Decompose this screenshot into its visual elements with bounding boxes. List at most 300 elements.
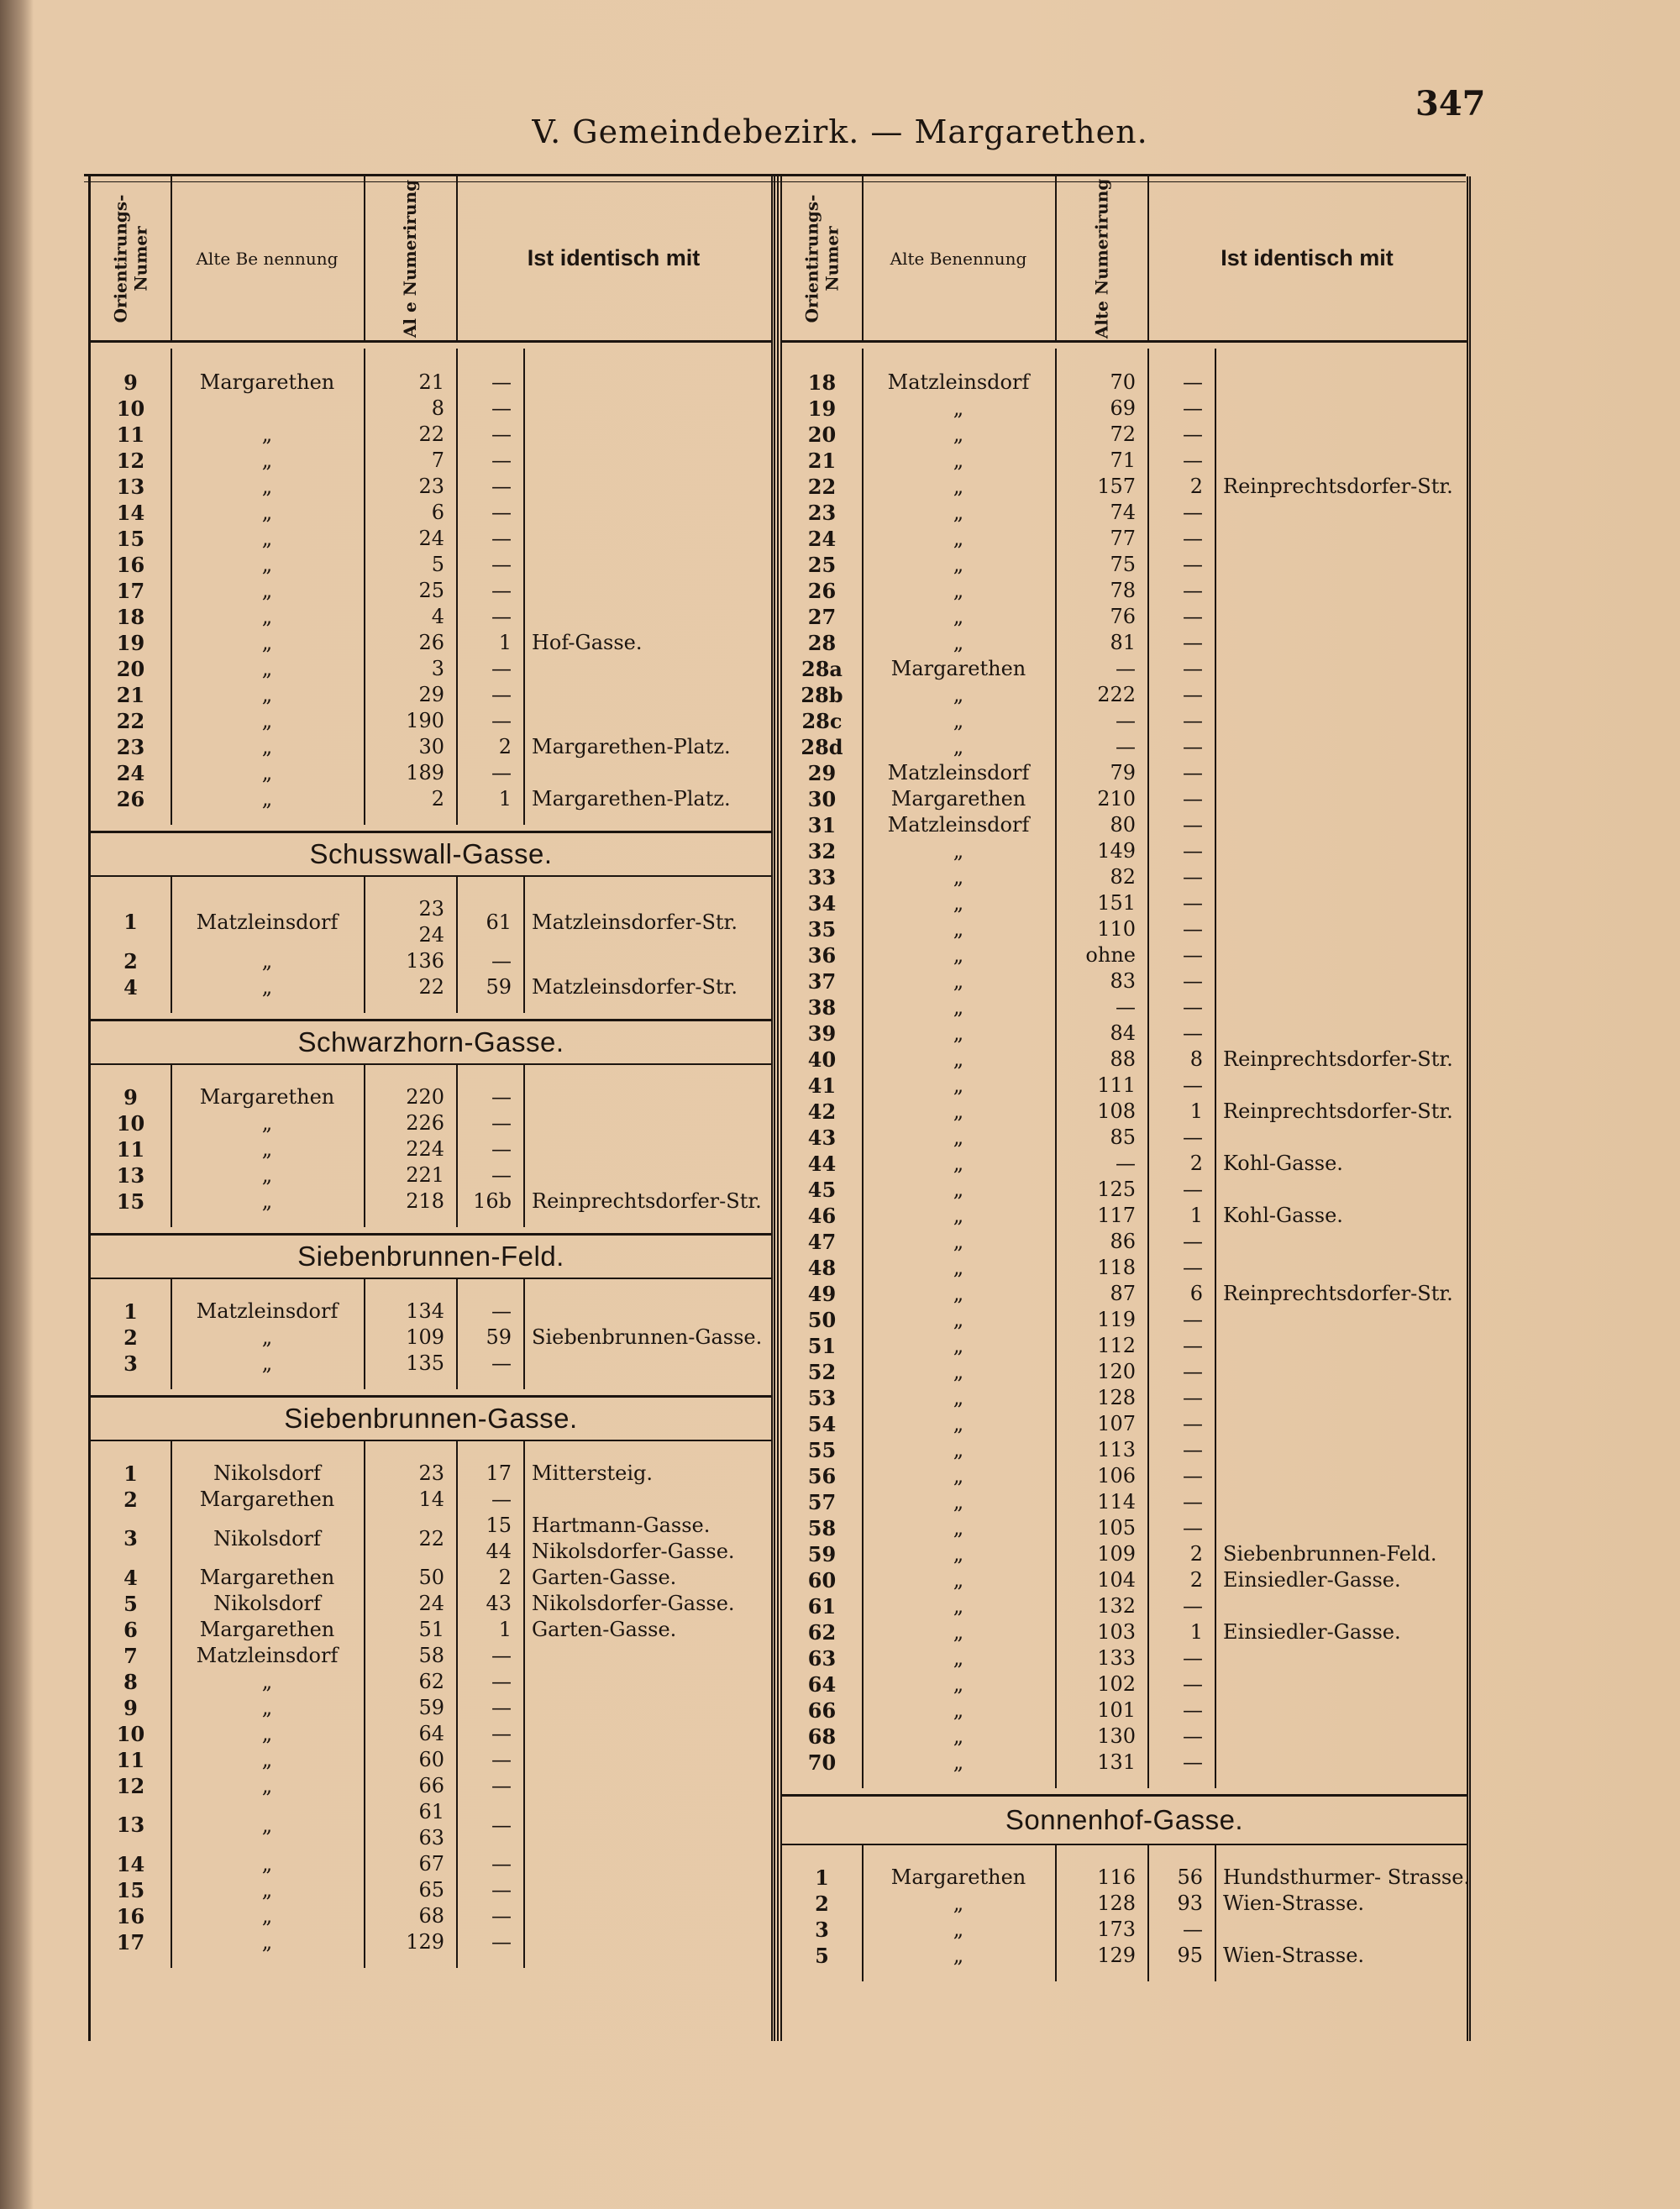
cell-name: Margarethen <box>890 1865 1026 1889</box>
cell-ref: — <box>1183 1230 1203 1253</box>
cell-alt: 66 <box>418 1774 444 1797</box>
cell-num: 3 <box>123 1351 138 1376</box>
cell-ref: — <box>491 1878 512 1902</box>
cell-ref: 1 <box>498 787 512 811</box>
cell-ref: — <box>1183 735 1203 758</box>
table-row <box>91 1188 771 1215</box>
column-divider <box>364 1063 365 1227</box>
cell-name: „ <box>953 1099 964 1123</box>
cell-name: „ <box>953 1750 964 1774</box>
table-row <box>782 370 1467 396</box>
table-row <box>782 760 1467 786</box>
cell-name: „ <box>953 1672 964 1696</box>
cell-num: 17 <box>116 579 145 603</box>
cell-alt: 77 <box>1110 527 1136 550</box>
cell-str: Reinprechtsdorfer-Str. <box>1223 1047 1453 1071</box>
cell-num: 53 <box>807 1386 837 1410</box>
table-row <box>91 396 771 422</box>
column-divider <box>171 875 172 1013</box>
cell-ref: — <box>1183 553 1203 576</box>
column-divider <box>456 875 458 1013</box>
table-row <box>91 1617 771 1643</box>
cell-alt: 25 <box>418 579 444 602</box>
cell-alt: 106 <box>1097 1464 1136 1488</box>
book-spine-shadow <box>0 0 34 2209</box>
cell-ref: — <box>491 1748 512 1771</box>
cell-ref: — <box>1183 1750 1203 1774</box>
cell-name: „ <box>953 1646 964 1670</box>
cell-num: 13 <box>116 475 145 499</box>
cell-alt: 130 <box>1097 1724 1136 1748</box>
table-row <box>782 864 1467 890</box>
cell-num: 10 <box>116 1722 145 1746</box>
table-row <box>782 1865 1471 1891</box>
cell-alt: 21 <box>418 370 444 394</box>
cell-num: 28c <box>801 709 843 733</box>
cell-alt: 226 <box>406 1111 444 1135</box>
cell-name: „ <box>261 449 273 472</box>
cell-ref: — <box>1183 787 1203 811</box>
cell-name: „ <box>953 1152 964 1175</box>
cell-alt: 65 <box>418 1878 444 1902</box>
table-row <box>91 1669 771 1695</box>
column-divider <box>862 1844 864 1981</box>
table-row <box>782 630 1467 656</box>
cell-name: „ <box>953 1594 964 1618</box>
table-row <box>91 1695 771 1721</box>
cell-alt: 210 <box>1097 787 1136 811</box>
table-row <box>91 552 771 578</box>
table-row <box>91 1721 771 1747</box>
cell-name: „ <box>261 631 273 654</box>
column-divider <box>364 1278 365 1389</box>
table-row <box>782 1021 1467 1047</box>
cell-num: 43 <box>807 1125 837 1150</box>
cell-ref: — <box>1183 1360 1203 1383</box>
cell-str: Garten-Gasse. <box>532 1566 677 1589</box>
cell-alt: 72 <box>1110 422 1136 446</box>
table-row <box>782 1567 1467 1593</box>
cell-num: 3 <box>123 1526 138 1550</box>
cell-alt: 83 <box>1110 969 1136 993</box>
cell-name: „ <box>953 1230 964 1253</box>
cell-name: „ <box>953 631 964 654</box>
cell-alt: 85 <box>1110 1125 1136 1149</box>
cell-alt: 222 <box>1097 683 1136 706</box>
cell-num: 3 <box>815 1918 829 1942</box>
cell-alt: 110 <box>1097 917 1136 941</box>
cell-alt: 111 <box>1097 1073 1136 1097</box>
cell-name: „ <box>953 891 964 915</box>
cell-str: Reinprechtsdorfer-Str. <box>1223 1282 1453 1305</box>
column-divider <box>862 176 864 340</box>
cell-name: „ <box>261 1813 273 1837</box>
cell-num: 2 <box>123 1488 138 1512</box>
cell-alt: 109 <box>406 1325 444 1349</box>
cell-ref: — <box>1183 1516 1203 1540</box>
cell-alt: — <box>1116 657 1136 680</box>
cell-alt: — <box>1116 1152 1136 1175</box>
cell-name: „ <box>261 683 273 706</box>
table-row <box>91 1513 771 1565</box>
column-divider <box>523 349 525 825</box>
cell-ref: — <box>1183 1256 1203 1279</box>
cell-alt: 112 <box>1097 1334 1136 1357</box>
cell-ref: — <box>491 683 512 706</box>
cell-alt: 86 <box>1110 1230 1136 1253</box>
column-divider <box>523 875 525 1013</box>
cell-name: „ <box>953 1204 964 1227</box>
cell-num: 18 <box>807 370 837 395</box>
cell-ref: — <box>1183 1672 1203 1696</box>
cell-ref: — <box>491 396 512 420</box>
cell-num: 54 <box>807 1412 837 1436</box>
cell-name: „ <box>953 1490 964 1514</box>
cell-alt: 117 <box>1097 1204 1136 1227</box>
cell-num: 6 <box>123 1618 138 1642</box>
cell-name: Margarethen <box>199 370 335 394</box>
cell-name: Margarethen <box>199 1566 335 1589</box>
left-table <box>88 176 775 2041</box>
cell-ref: — <box>1183 1386 1203 1409</box>
cell-name: „ <box>261 1930 273 1954</box>
table-row <box>782 578 1467 604</box>
table-row <box>91 1084 771 1110</box>
cell-alt: 68 <box>418 1904 444 1928</box>
cell-name: „ <box>953 579 964 602</box>
cell-name: „ <box>953 1464 964 1488</box>
column-divider <box>1055 349 1057 1788</box>
cell-alt: — <box>1116 735 1136 758</box>
cell-ref: — <box>491 1163 512 1187</box>
cell-alt: 134 <box>406 1299 444 1323</box>
cell-str: Matzleinsdorfer-Str. <box>532 910 738 934</box>
table-row <box>782 1697 1467 1724</box>
section-title: Schwarzhorn-Gasse. <box>91 1019 771 1065</box>
cell-alt: ohne <box>1085 943 1136 967</box>
cell-alt: 218 <box>406 1189 444 1213</box>
table-row <box>782 1229 1467 1255</box>
table-row <box>782 1943 1467 1969</box>
column-divider <box>1147 349 1149 1788</box>
table-row <box>91 1877 771 1903</box>
section-title: Siebenbrunnen-Feld. <box>91 1233 771 1279</box>
cell-num: 2 <box>123 949 138 973</box>
cell-ref: 1 <box>498 631 512 654</box>
table-row <box>782 1750 1467 1776</box>
table-row <box>782 500 1467 526</box>
alte-numerirung-column-header: Alte Numerirung <box>1091 178 1111 338</box>
cell-name: Margarethen <box>199 1618 335 1641</box>
cell-num: 52 <box>807 1360 837 1384</box>
cell-ref: — <box>491 1670 512 1693</box>
cell-alt: 76 <box>1110 605 1136 628</box>
cell-num: 4 <box>123 1566 138 1590</box>
cell-alt: 67 <box>418 1852 444 1876</box>
table-row <box>91 1299 771 1325</box>
cell-str: Garten-Gasse. <box>532 1618 677 1641</box>
cell-ref: — <box>1183 370 1203 394</box>
cell-num: 22 <box>807 475 837 499</box>
cell-num: 36 <box>807 943 837 968</box>
cell-alt: 14 <box>418 1488 444 1511</box>
cell-name: „ <box>261 1774 273 1797</box>
cell-name: „ <box>261 787 273 811</box>
cell-alt: 61 63 <box>418 1800 444 1850</box>
cell-name: „ <box>953 1073 964 1097</box>
cell-num: 59 <box>807 1542 837 1566</box>
cell-ref: 8 <box>1189 1047 1203 1071</box>
cell-str: Matzleinsdorfer-Str. <box>532 975 738 999</box>
cell-alt: 190 <box>406 709 444 732</box>
cell-num: 38 <box>807 995 837 1020</box>
cell-name: Matzleinsdorf <box>196 1644 339 1667</box>
cell-alt: — <box>1116 995 1136 1019</box>
cell-alt: 116 <box>1097 1865 1136 1889</box>
cell-num: 11 <box>116 1137 145 1162</box>
column-divider <box>364 875 365 1013</box>
cell-name: „ <box>261 1351 273 1375</box>
table-row <box>782 1411 1467 1437</box>
cell-alt: 173 <box>1097 1918 1136 1941</box>
cell-alt: 71 <box>1110 449 1136 472</box>
alte-numerirung-column-header: Al e Numerirung <box>400 179 420 338</box>
cell-ref: — <box>1183 422 1203 446</box>
table-row <box>91 500 771 526</box>
cell-num: 13 <box>116 1813 145 1837</box>
column-divider <box>456 1278 458 1389</box>
cell-num: 48 <box>807 1256 837 1280</box>
cell-alt: 2 <box>431 787 444 811</box>
identisch-column-header: Ist identisch mit <box>527 245 701 270</box>
column-divider <box>1147 1844 1149 1981</box>
cell-name: Margarethen <box>199 1488 335 1511</box>
cell-num: 1 <box>123 910 138 934</box>
cell-ref: — <box>1183 1125 1203 1149</box>
cell-num: 45 <box>807 1178 837 1202</box>
cell-num: 50 <box>807 1308 837 1332</box>
cell-name: „ <box>261 1163 273 1187</box>
cell-alt: 84 <box>1110 1021 1136 1045</box>
table-row <box>782 1281 1467 1307</box>
table-row <box>782 786 1467 812</box>
cell-alt: 23 <box>418 475 444 498</box>
table-row <box>91 1591 771 1617</box>
cell-alt: 51 <box>418 1618 444 1641</box>
cell-alt: 107 <box>1097 1412 1136 1435</box>
column-divider <box>523 1440 525 1968</box>
cell-num: 37 <box>807 969 837 994</box>
cell-name: „ <box>953 1386 964 1409</box>
table-row <box>91 604 771 630</box>
cell-num: 49 <box>807 1282 837 1306</box>
cell-num: 24 <box>807 527 837 551</box>
table-row <box>91 1929 771 1955</box>
cell-num: 5 <box>123 1592 138 1616</box>
cell-alt: 109 <box>1097 1542 1136 1566</box>
cell-name: „ <box>953 1620 964 1644</box>
cell-alt: 129 <box>1097 1944 1136 1967</box>
cell-ref: — <box>491 1852 512 1876</box>
cell-alt: 74 <box>1110 501 1136 524</box>
table-row <box>91 370 771 396</box>
cell-ref: — <box>1183 1646 1203 1670</box>
cell-num: 46 <box>807 1204 837 1228</box>
cell-alt: 22 <box>418 1527 444 1550</box>
cell-ref: 1 <box>1189 1204 1203 1227</box>
column-divider <box>523 1063 525 1227</box>
column-divider <box>171 176 172 340</box>
cell-str: Kohl-Gasse. <box>1223 1152 1343 1175</box>
cell-alt: 8 <box>431 396 444 420</box>
cell-str: Hof-Gasse. <box>532 631 643 654</box>
cell-num: 9 <box>123 370 138 395</box>
cell-ref: — <box>1183 527 1203 550</box>
table-row <box>782 1073 1467 1099</box>
table-row <box>782 1359 1467 1385</box>
cell-alt: 128 <box>1097 1386 1136 1409</box>
cell-alt: 58 <box>418 1644 444 1667</box>
cell-ref: — <box>1183 1308 1203 1331</box>
cell-name: „ <box>953 422 964 446</box>
cell-num: 15 <box>116 1189 145 1214</box>
page-header: V. Gemeindebezirk. — Margarethen. <box>532 113 1148 150</box>
cell-num: 35 <box>807 917 837 942</box>
cell-name: „ <box>261 1852 273 1876</box>
cell-ref: — <box>491 1299 512 1323</box>
table-row <box>782 448 1467 474</box>
table-row <box>782 604 1467 630</box>
cell-num: 23 <box>807 501 837 525</box>
column-divider <box>171 349 172 825</box>
cell-ref: 2 <box>1189 475 1203 498</box>
table-row <box>91 1136 771 1162</box>
cell-num: 70 <box>807 1750 837 1775</box>
table-row <box>782 1541 1467 1567</box>
cell-alt: 104 <box>1097 1568 1136 1592</box>
cell-str: Reinprechtsdorfer-Str. <box>1223 475 1453 498</box>
cell-alt: 128 <box>1097 1892 1136 1915</box>
cell-ref: — <box>1183 1490 1203 1514</box>
table-row <box>782 1515 1467 1541</box>
table-row <box>91 1162 771 1188</box>
cell-ref: — <box>1183 1918 1203 1941</box>
cell-name: Nikolsdorf <box>213 1527 321 1550</box>
table-row <box>782 396 1467 422</box>
table-row <box>782 1177 1467 1203</box>
cell-name: „ <box>261 735 273 758</box>
cell-str: Margarethen-Platz. <box>532 787 731 811</box>
table-row <box>782 1255 1467 1281</box>
cell-name: „ <box>953 1568 964 1592</box>
table-row <box>782 916 1467 942</box>
cell-ref: 6 <box>1189 1282 1203 1305</box>
cell-alt: 26 <box>418 631 444 654</box>
cell-num: 27 <box>807 605 837 629</box>
cell-num: 21 <box>116 683 145 707</box>
cell-alt: 136 <box>406 949 444 973</box>
cell-num: 32 <box>807 839 837 863</box>
table-row <box>782 1917 1467 1943</box>
cell-name: „ <box>953 865 964 889</box>
cell-name: „ <box>953 1944 964 1967</box>
cell-num: 25 <box>807 553 837 577</box>
table-row <box>782 838 1467 864</box>
cell-alt: 151 <box>1097 891 1136 915</box>
cell-name: Nikolsdorf <box>213 1461 321 1485</box>
cell-ref: 17 <box>486 1461 512 1485</box>
cell-alt: 101 <box>1097 1698 1136 1722</box>
table-row <box>782 1437 1467 1463</box>
cell-num: 42 <box>807 1099 837 1124</box>
cell-ref: — <box>1183 1698 1203 1722</box>
cell-ref: 15 44 <box>486 1514 512 1563</box>
cell-alt: 81 <box>1110 631 1136 654</box>
cell-name: „ <box>261 975 273 999</box>
cell-alt: 131 <box>1097 1750 1136 1774</box>
cell-num: 57 <box>807 1490 837 1514</box>
cell-num: 60 <box>807 1568 837 1592</box>
cell-ref: 93 <box>1177 1892 1203 1915</box>
cell-name: „ <box>953 527 964 550</box>
cell-alt: 23 24 <box>418 897 444 947</box>
cell-name: „ <box>261 579 273 602</box>
cell-name: „ <box>261 1904 273 1928</box>
cell-alt: 23 <box>418 1461 444 1485</box>
table-row <box>782 1489 1467 1515</box>
cell-alt: 129 <box>406 1930 444 1954</box>
cell-ref: 43 <box>486 1592 512 1615</box>
table-row <box>782 1125 1467 1151</box>
column-divider <box>456 1063 458 1227</box>
cell-num: 7 <box>123 1644 138 1668</box>
cell-num: 12 <box>116 449 145 473</box>
cell-num: 63 <box>807 1646 837 1671</box>
table-row <box>782 1047 1467 1073</box>
cell-str: Hundsthurmer- Strasse. <box>1223 1865 1471 1889</box>
table-row <box>782 1645 1467 1671</box>
section-title: Sonnenhof-Gasse. <box>782 1794 1467 1845</box>
cell-num: 16 <box>116 1904 145 1928</box>
cell-ref: — <box>1183 813 1203 837</box>
table-row <box>782 1203 1467 1229</box>
cell-num: 47 <box>807 1230 837 1254</box>
right-table <box>777 176 1471 2041</box>
column-divider <box>456 176 458 340</box>
cell-num: 66 <box>807 1698 837 1723</box>
cell-name: Matzleinsdorf <box>887 813 1030 837</box>
cell-ref: — <box>491 1696 512 1719</box>
cell-ref: — <box>491 949 512 973</box>
cell-name: Margarethen <box>890 657 1026 680</box>
cell-ref: 16b <box>473 1189 512 1213</box>
cell-ref: — <box>491 449 512 472</box>
cell-alt: 3 <box>431 657 444 680</box>
cell-name: „ <box>953 1438 964 1461</box>
cell-alt: 120 <box>1097 1360 1136 1383</box>
cell-ref: 2 <box>498 1566 512 1589</box>
cell-ref: — <box>1183 657 1203 680</box>
cell-ref: — <box>491 709 512 732</box>
cell-ref: — <box>491 605 512 628</box>
cell-num: 11 <box>116 1748 145 1772</box>
cell-ref: — <box>1183 891 1203 915</box>
cell-num: 55 <box>807 1438 837 1462</box>
cell-num: 18 <box>116 605 145 629</box>
cell-ref: — <box>491 1488 512 1511</box>
cell-num: 26 <box>807 579 837 603</box>
cell-ref: — <box>1183 995 1203 1019</box>
